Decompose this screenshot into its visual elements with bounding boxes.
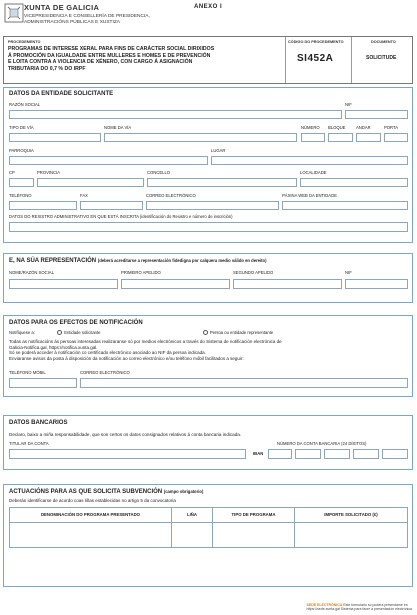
localidade-input[interactable] <box>300 178 408 187</box>
andar-label: ANDAR <box>356 125 371 130</box>
procedure-code: SI452A <box>297 53 334 64</box>
provincia-input[interactable] <box>37 178 144 187</box>
cp-input[interactable] <box>9 178 34 187</box>
telefono-input[interactable] <box>9 201 77 210</box>
entity-section-title: DATOS DA ENTIDADE SOLICITANTE <box>9 91 114 97</box>
rep-segundo-apelido-input[interactable] <box>233 279 342 289</box>
correo-input[interactable] <box>146 201 279 210</box>
numero-input[interactable] <box>301 133 325 142</box>
porta-input[interactable] <box>384 133 408 142</box>
movil-input[interactable] <box>9 378 77 388</box>
razon-social-label: RAZÓN SOCIAL <box>9 102 41 107</box>
iban-label: IBAN <box>253 451 264 456</box>
account-block-input[interactable] <box>382 449 408 459</box>
table-row[interactable] <box>10 523 408 548</box>
nif-label: NIF <box>345 102 352 107</box>
notify-to-label: Notifíquese a: <box>9 330 35 335</box>
notification-section-title: DATOS PARA OS EFECTOS DE NOTIFICACIÓN <box>9 320 143 326</box>
actions-header-row <box>10 508 408 523</box>
importe-cell[interactable] <box>295 523 408 548</box>
lugar-label: LUGAR <box>211 148 226 153</box>
bank-section <box>3 415 413 470</box>
localidade-label: LOCALIDADE <box>300 170 327 175</box>
denominacion-cell[interactable] <box>10 523 172 548</box>
lina-cell[interactable] <box>172 523 213 548</box>
actions-title: ACTUACIÓNS PARA AS QUE SOLICITA SUBVENCIÓN <box>9 489 163 495</box>
notification-text-line: Todas as notificacións ás persoas interesadas realizaranse só por medios electrónicos a través do Sistema de notificación electrónica de <box>9 339 282 344</box>
col-denominacion: DENOMINACIÓN DO PROGRAMA PRESENTADO <box>10 508 172 523</box>
rexistro-input[interactable] <box>9 222 408 232</box>
notif-correo-label: CORREO ELECTRÓNICO <box>80 370 130 375</box>
actions-table <box>9 507 408 548</box>
movil-label: TELÉFONO MÓBIL <box>9 370 46 375</box>
parroquia-input[interactable] <box>9 156 208 165</box>
procedure-title-line: E LOITA CONTRA A VIOLENCIA DE XÉNERO, CON CARGO Á ASIGNACIÓN <box>8 59 193 65</box>
actions-section <box>3 484 413 587</box>
rep-nome-input[interactable] <box>9 279 118 289</box>
procedure-title-line: TRIBUTARIA DO 0,7 % DO IRPF <box>8 65 86 72</box>
representation-section <box>3 253 413 303</box>
annex-label: ANEXO I <box>194 4 223 10</box>
nome-via-label: NOME DA VÍA <box>104 125 132 130</box>
notification-text-line: Galicia-Notifica.gal, https://notifica.xunta.gal. <box>9 344 98 350</box>
radio-representante[interactable] <box>203 330 208 335</box>
footer-line2: https://sede.xunta.gal Sistema para facer a presentación electrónica <box>306 607 412 612</box>
concello-label: CONCELLO <box>147 170 171 175</box>
rexistro-label: DATOS DO REXISTRO ADMINISTRATIVO EN QUE ESTÁ INSCRITA (identificación do Rexistro e número de inscrición) <box>9 214 233 219</box>
rep-nome-label: NOME/RAZÓN SOCIAL <box>9 270 54 275</box>
notification-text <box>9 339 409 362</box>
actions-note: (campo obrigatorio) <box>163 489 204 494</box>
rep-primeiro-apelido-label: PRIMEIRO APELIDO <box>121 270 161 275</box>
representation-note: (deberá acreditarse a representación fidedigna por calquera medio válido en dereito) <box>97 258 267 263</box>
rep-nif-label: NIF <box>345 270 352 275</box>
account-number-label: NÚMERO DA CONTA BANCARIA (24 DÍXITOS) <box>277 441 367 446</box>
numero-label: NÚMERO <box>301 125 320 130</box>
parroquia-label: PARROQUIA <box>9 148 34 153</box>
procedure-box <box>3 36 413 84</box>
entity-section <box>3 87 413 243</box>
radio-entidade[interactable] <box>57 330 62 335</box>
col-importe: IMPORTE SOLICITADO (€) <box>295 508 408 523</box>
lugar-input[interactable] <box>211 156 408 165</box>
paxina-web-label: PÁXINA WEB DA ENTIDADE <box>282 193 337 198</box>
org-subtitle-line1: VICEPRESIDENCIA E CONSELLERÍA DE PRESIDENCIA, <box>24 14 150 19</box>
bloque-label: BLOQUE <box>328 125 346 130</box>
procedure-label: PROCEDEMENTO <box>8 40 41 44</box>
rep-primeiro-apelido-input[interactable] <box>121 279 230 289</box>
account-block-input[interactable] <box>295 449 321 459</box>
bloque-input[interactable] <box>328 133 353 142</box>
tipo-via-input[interactable] <box>9 133 101 142</box>
radio-representante-label: Persoa ou entidade representante <box>209 330 274 335</box>
paxina-web-input[interactable] <box>282 201 408 210</box>
nif-input[interactable] <box>345 110 408 119</box>
radio-entidade-label: Entidade solicitante <box>64 330 101 335</box>
org-subtitle <box>24 14 150 26</box>
notification-text-line: Só se poderá acceder á notificación co certificado electrónico asociado ao NIF da persoa indicada. <box>9 350 206 356</box>
procedure-code-label: CÓDIGO DO PROCEDEMENTO <box>288 40 344 44</box>
andar-input[interactable] <box>356 133 381 142</box>
footer-brand: SEDE ELECTRÓNICA <box>306 603 343 607</box>
titular-label: TITULAR DA CONTA <box>9 441 49 446</box>
document-type: SOLICITUDE <box>366 55 397 61</box>
titular-input[interactable] <box>9 449 246 459</box>
procedure-title <box>8 46 278 72</box>
bank-section-title: DATOS BANCARIOS <box>9 420 68 426</box>
notif-correo-input[interactable] <box>80 378 408 388</box>
notify-to-row <box>9 330 273 336</box>
iban-input[interactable] <box>268 449 292 459</box>
actions-section-title <box>9 489 203 496</box>
footer-note <box>307 603 412 612</box>
org-name: XUNTA DE GALICIA <box>24 3 100 12</box>
concello-input[interactable] <box>147 178 297 187</box>
rep-segundo-apelido-label: SEGUNDO APELIDO <box>233 270 274 275</box>
correo-label: CORREO ELECTRÓNICO <box>146 193 196 198</box>
notification-section <box>3 315 413 397</box>
rep-nif-input[interactable] <box>345 279 408 289</box>
notification-text-line: Enviaranse avisos da posta á disposición da notificación ao correo electrónico e/ou teléfono móbil facilitados a seguir: <box>9 355 244 361</box>
procedure-title-line: Á PROMOCIÓN DA IGUALDADE ENTRE MULLERES E HOMES E DE PREVENCIÓN <box>8 52 211 59</box>
document-label: DOCUMENTO <box>371 40 396 44</box>
actions-subtitle: Deberán identificarse de acordo coas liñas establecidas no artigo 5 da convocatoria <box>9 498 176 503</box>
col-lina: LIÑA <box>172 508 213 523</box>
representation-section-title <box>9 258 267 265</box>
representation-title: E, NA SÚA REPRESENTACIÓN <box>9 258 97 264</box>
porta-label: PORTA <box>384 125 399 130</box>
xunta-logo-icon <box>4 3 24 23</box>
col-tipo-programa: TIPO DE PROGRAMA <box>213 508 295 523</box>
fax-label: FAX <box>80 193 88 198</box>
cp-label: CP <box>9 170 15 175</box>
provincia-label: PROVINCIA <box>37 170 61 175</box>
tipo-programa-cell[interactable] <box>213 523 295 548</box>
account-block-input[interactable] <box>353 449 379 459</box>
nome-via-input[interactable] <box>104 133 297 142</box>
razon-social-input[interactable] <box>9 110 342 119</box>
fax-input[interactable] <box>80 201 143 210</box>
bank-declaration: Declaro, baixo a miña responsabilidade, que son certos os datos consignados relativos á conta bancaria indicada. <box>9 432 242 437</box>
procedure-title-line: PROGRAMAS DE INTERESE XERAL PARA FINS DE CARÁCTER SOCIAL DIRIXIDOS <box>8 46 215 52</box>
account-block-input[interactable] <box>324 449 350 459</box>
footer-text1: Este formulario só poderá presentarse en <box>343 603 408 607</box>
telefono-label: TELÉFONO <box>9 193 32 198</box>
org-subtitle-line2: ADMINISTRACIÓNS PÚBLICAS E XUSTIZA <box>24 19 120 25</box>
tipo-via-label: TIPO DE VÍA <box>9 125 34 130</box>
